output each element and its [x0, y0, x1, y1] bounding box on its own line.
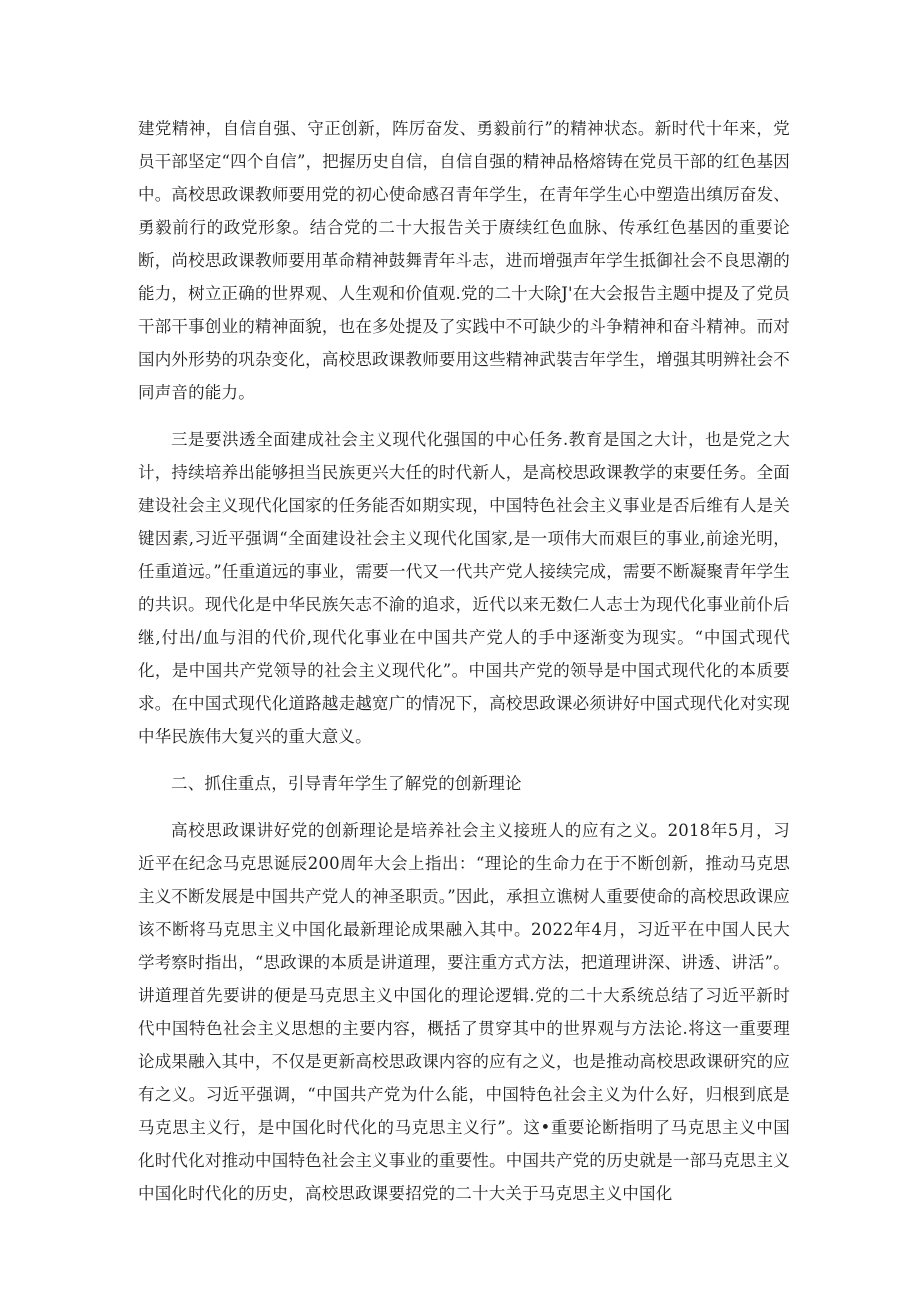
section-heading: 二、抓住重点，引导青年学生了解党的创新理论 — [171, 774, 522, 793]
paragraph-modernization-task: 三是要洪透全面建成社会主义现代化强国的中心任务.教育是国之大计，也是党之大计，持续培养出能够担当民族更兴大任的时代新人，是高校思政课教学的束要任务。全面建设社会主义现代化国家的任务能否如期实现，中国特色社会主义事业是否后维有人是关键因素,习近平强调“全面建设社会主义现代化国家,是一项伟大而艰巨的事业,前途光明，任重道远。”任重道远的事业，需要一代又一代共产党人接续完成，需要不断凝聚青年学生的共识。现代化是中华民族矢志不渝的追求，近代以来无数仁人志士为现代化事业前仆后继,付出/血与泪的代价,现代化事业在中国共产党人的手中逐渐变为现实。“中国式现代化，是中国共产党领导的社会主义现代化”。中国共产党的领导是中国式现代化的本质要求。在中国式现代化道路越走越宽广的情况下，高校思政课必须讲好中国式现代化对实现中华民族伟大复兴的重大意义。 — [138, 430, 790, 746]
paragraph-spirit-continuation: 建党精神，自信自强、守正创新，阵厉奋发、勇毅前行”的精神状态。新时代十年来，党员干部坚定“四个自信”，把握历史自信，自信自强的精神品格熔铸在党员干部的红色基因中。高校思政课教师要用党的初心使命感召青年学生，在青年学生心中塑造出缜厉奋发、勇毅前行的政党形象。结合党的二十大报告关于赓续红色血脉、传承红色基因的重要论断，尚校思政课教师要用革命精神鼓舞青年斗志，进而增强声年学生抵御社会不良思潮的能力，树立正确的世界观、人生观和价值观.党的二十大除J'在大会报告主题中提及了党员干部干事创业的精神面貌，也在多处提及了实践中不可缺少的斗争精神和奋斗精神。而对国内外形势的巩杂变化，高校思政课教师要用这些精神武裝吉年学生，增强其明辨社会不同声音的能力。 — [138, 119, 790, 402]
paragraph-innovative-theory: 高校思政课讲好党的创新理论是培养社会主义接班人的应有之义。2018年5月，习近平在纪念马克思诞辰200周年大会上指出：“理论的生命力在于不断创新，推动马克思主义不断发展是中国共产党人的神圣职贡。”因此，承担立谯树人重要使命的高校思政课应该不断将马克思主义中国化最新理论成果融入其中。2022年4月，习近平在中国人民大学考察时指出，“思政课的本质是讲道理，要注重方式方法，把道理讲深、讲透、讲活”。讲道理首先要讲的便是马克思主义中国化的理论逻辑.党的二十大系统总结了习近平新时代中国特色社会主义思想的主要内容，概括了贯穿其中的世界观与方法论.将这一重要理论成果融入其中，不仅是更新高校思政课内容的应有之义，也是推动高校思政课研究的应有之义。习近平强调，“中国共产党为什么能，中国特色社会主义为什么好，归根到底是马克思主义行，是中国化时代化的马克思主义行”。这•重要论断指明了马克思主义中国化时代化对推动中国特色社会主义事业的重要性。中国共产党的历史就是一部马克思主义中国化时代化的历史，高校思政课要招党的二十大关于马克思主义中国化 — [138, 821, 790, 1203]
document-body — [138, 112, 790, 1224]
